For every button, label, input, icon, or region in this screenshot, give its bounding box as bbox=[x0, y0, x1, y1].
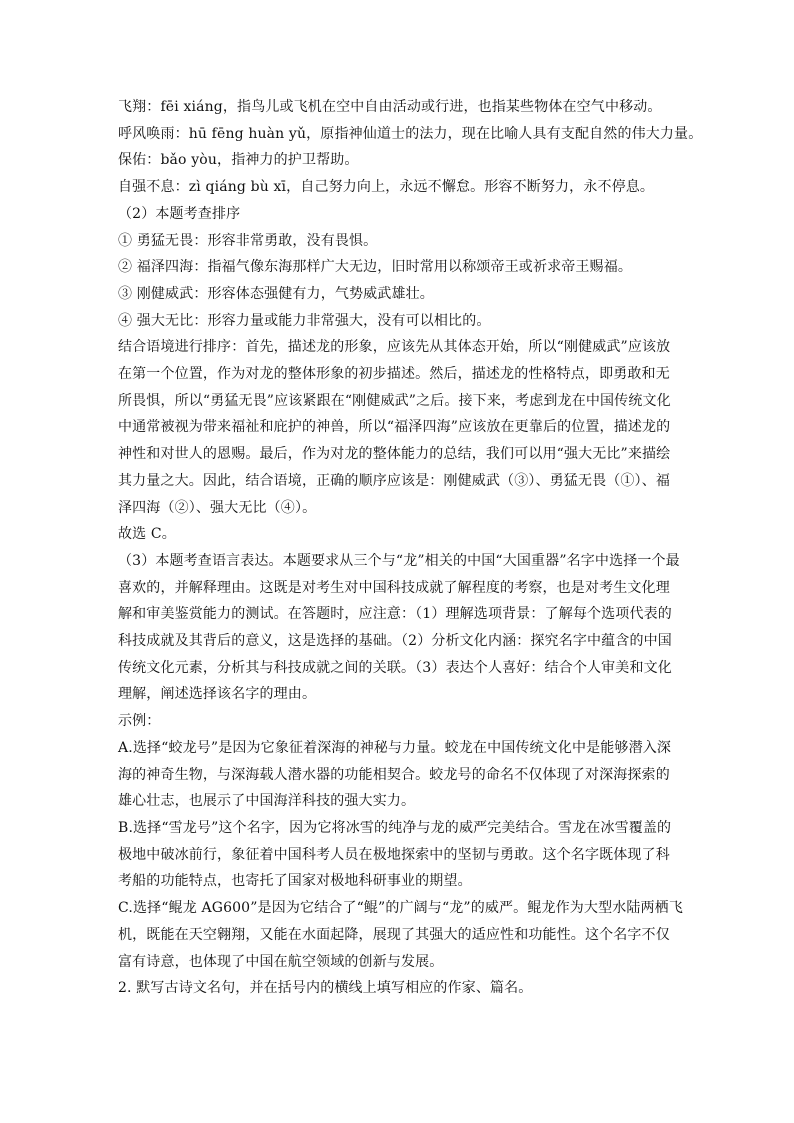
example-label: 示例： bbox=[118, 713, 161, 730]
example-c-line: C.选择“鲲龙 AG600”是因为它结合了“鲲”的广阔与“龙”的威严。鲲龙作为大型水陆两栖飞 bbox=[118, 900, 683, 917]
part3-intro-line: 理解，阐述选择该名字的理由。 bbox=[118, 686, 317, 703]
part2-block bbox=[118, 201, 678, 548]
example-c-line: 富有诗意，也体现了中国在航空领域的创新与发展。 bbox=[118, 953, 444, 970]
part3-intro-line: 传统文化元素，分析其与科技成就之间的关联。（3）表达个人喜好：结合个人审美和文化 bbox=[118, 659, 672, 676]
part2-analysis-line: 泽四海（②）、强大无比（④）。 bbox=[118, 499, 317, 516]
question-2-block bbox=[118, 975, 678, 1002]
part2-analysis-line: 其力量之大。因此，结合语境，正确的顺序应该是：刚健威武（③）、勇猛无畏（①）、福 bbox=[118, 472, 670, 489]
part3-block bbox=[118, 548, 683, 975]
definition-feixiang: 飞翔：fēi xiáng，指鸟儿或飞机在空中自由活动或行进，也指某些物体在空气中移动。 bbox=[118, 99, 662, 115]
part3-intro-line: （3）本题考查语言表达。本题要求从三个与“龙”相关的中国“大国重器”名字中选择一个最 bbox=[118, 552, 680, 569]
part2-item-2: ② 福泽四海：指福气像东海那样广大无边，旧时常用以称颂帝王或祈求帝王赐福。 bbox=[118, 259, 632, 276]
definitions-block bbox=[118, 94, 703, 201]
part2-analysis-line: 神性和对世人的恩赐。最后，作为对龙的整体能力的总结，我们可以用“强大无比”来描绘 bbox=[118, 446, 671, 463]
part3-intro-line: 科技成就及其背后的意义，这是选择的基础。（2）分析文化内涵：探究名字中蕴含的中国 bbox=[118, 633, 672, 650]
example-a-line: 雄心壮志，也展示了中国海洋科技的强大实力。 bbox=[118, 793, 416, 810]
part3-intro-line: 解和审美鉴赏能力的测试。在答题时，应注意：（1）理解选项背景：了解每个选项代表的 bbox=[118, 606, 672, 623]
question-2-prompt: 2. 默写古诗文名句，并在括号内的横线上填写相应的作家、篇名。 bbox=[118, 980, 533, 997]
definition-baoyou: 保佑：bǎo yòu，指神力的护卫帮助。 bbox=[118, 152, 359, 169]
part2-heading: （2）本题考查排序 bbox=[118, 205, 241, 222]
part2-analysis-line: 在第一个位置，作为对龙的整体形象的初步描述。然后，描述龙的性格特点，即勇敢和无 bbox=[118, 366, 670, 383]
definition-ziqiangbuxi: 自强不息：zì qiáng bù xī，自己努力向上，永远不懈怠。形容不断努力，永不停息。 bbox=[118, 179, 655, 196]
document-body bbox=[118, 94, 703, 1002]
example-b-line: B.选择“雪龙号”这个名字，因为它将冰雪的纯净与龙的威严完美结合。雪龙在冰雪覆盖的 bbox=[118, 819, 672, 836]
example-c-line: 机，既能在天空翱翔，又能在水面起降，展现了其强大的适应性和功能性。这个名字不仅 bbox=[118, 926, 670, 943]
part3-intro-line: 喜欢的，并解释理由。这既是对考生对中国科技成就了解程度的考察，也是对考生文化理 bbox=[118, 579, 670, 596]
part2-item-1: ① 勇猛无畏：形容非常勇敢，没有畏惧。 bbox=[118, 232, 378, 249]
definition-hufenghuanyu: 呼风唤雨：hū fēng huàn yǔ，原指神仙道士的法力，现在比喻人具有支配自然的伟大力量。 bbox=[118, 125, 703, 142]
part2-analysis-line: 中通常被视为带来福祉和庇护的神兽，所以“福泽四海”应该放在更靠后的位置，描述龙的 bbox=[118, 419, 671, 436]
example-b-line: 极地中破冰前行，象征着中国科考人员在极地探索中的坚韧与勇敢。这个名字既体现了科 bbox=[118, 846, 670, 863]
part2-item-4: ④ 强大无比：形容力量或能力非常强大，没有可以相比的。 bbox=[118, 312, 491, 329]
part2-answer: 故选 C。 bbox=[118, 526, 176, 543]
example-a-line: 海的神奇生物，与深海载人潜水器的功能相契合。蛟龙号的命名不仅体现了对深海探索的 bbox=[118, 766, 670, 783]
part2-analysis-line: 所畏惧，所以“勇猛无畏”应该紧跟在“刚健威武”之后。接下来，考虑到龙在中国传统文化 bbox=[118, 392, 671, 409]
example-b-line: 考船的功能特点，也寄托了国家对极地科研事业的期望。 bbox=[118, 873, 472, 890]
part2-item-3: ③ 刚健威武：形容体态强健有力，气势威武雄壮。 bbox=[118, 285, 434, 302]
part2-analysis-line: 结合语境进行排序：首先，描述龙的形象，应该先从其体态开始，所以“刚健威武”应该放 bbox=[118, 339, 671, 356]
example-a-line: A.选择“蛟龙号”是因为它象征着深海的神秘与力量。蛟龙在中国传统文化中是能够潜入深 bbox=[118, 739, 672, 756]
